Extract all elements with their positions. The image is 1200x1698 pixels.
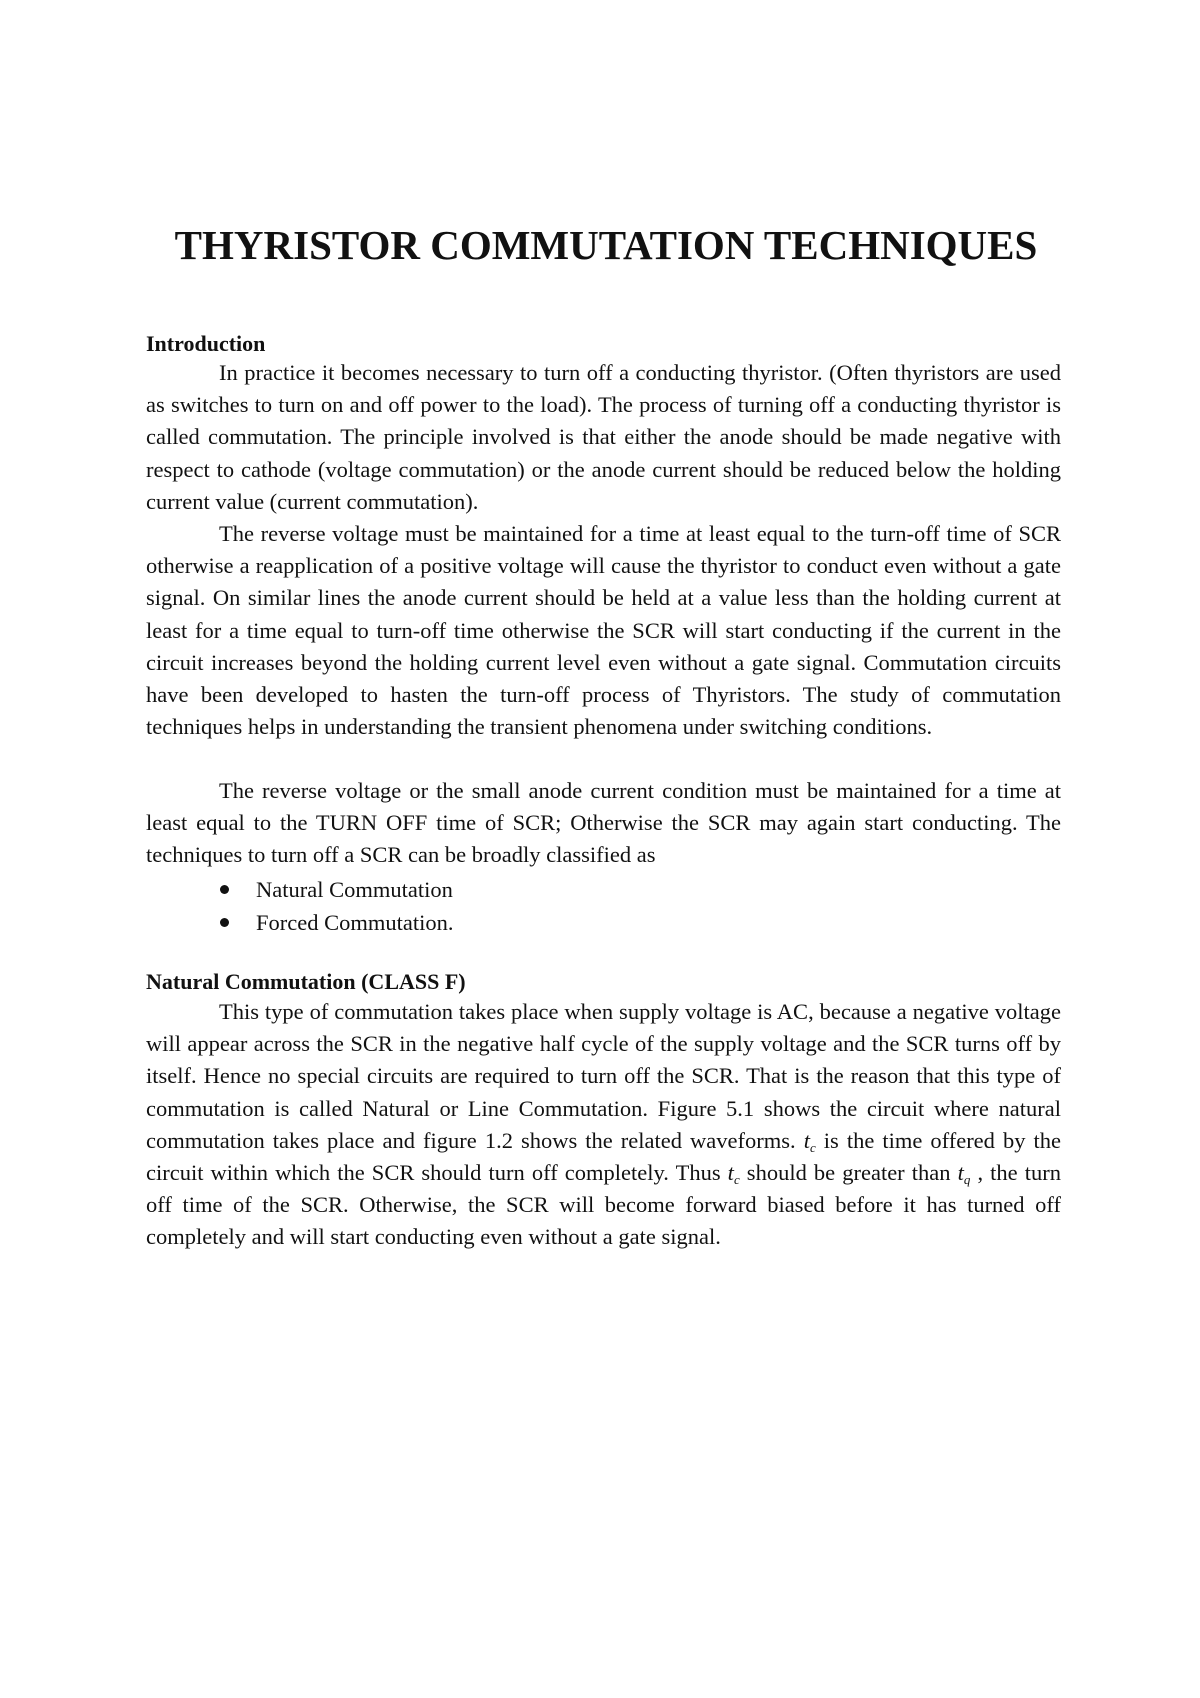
symbol-subscript: c bbox=[809, 1139, 816, 1155]
bullet-icon bbox=[220, 885, 229, 894]
list-item bbox=[146, 906, 453, 939]
symbol-base: t bbox=[727, 1160, 734, 1186]
paragraph-text: , the turn off time of the SCR. Otherwise, the SCR will become forward biased before it has turned off completely and will start conducting even without a gate signal. bbox=[146, 1160, 1061, 1250]
introduction-heading: Introduction bbox=[146, 331, 266, 356]
introduction-paragraph-1: In practice it becomes necessary to turn off a conducting thyristor. (Often thyristors are used as switches to turn on and off power to the load). The process of turning off a conducting thyristor is called commutation. The principle involved is that either the anode should be made negative with respect to cathode (voltage commutation) or the anode current should be reduced below the holding current value (current commutation). bbox=[146, 360, 1061, 514]
symbol-base: t bbox=[803, 1127, 810, 1153]
natural-commutation-heading: Natural Commutation (CLASS F) bbox=[146, 969, 466, 994]
paragraph-text: This type of commutation takes place when supply voltage is AC, because a negative voltage will appear across the SCR in the negative half cycle of the supply voltage and the SCR turns off by itself. Hence no special circuits are required to turn off the SCR. That is the reason that this type of commutation is called Natural or Line Commutation. Figure 5.1 shows the circuit where natural commutation takes place and figure 1.2 shows the related waveforms. bbox=[146, 999, 1061, 1153]
list-item-label: Natural Commutation bbox=[256, 877, 453, 902]
list-item-label: Forced Commutation. bbox=[256, 910, 454, 935]
tq-symbol bbox=[957, 1160, 971, 1188]
paragraph-text: should be greater than bbox=[739, 1160, 958, 1186]
introduction-paragraph-3: The reverse voltage or the small anode current condition must be maintained for a time at least equal to the TURN OFF time of SCR; Otherwise the SCR may again start conducting. The techniques to turn off a SCR can be broadly classified as bbox=[146, 778, 1061, 868]
bullet-icon bbox=[220, 918, 229, 927]
natural-commutation-paragraph bbox=[146, 996, 1061, 1254]
list-item bbox=[146, 873, 453, 906]
symbol-base: t bbox=[957, 1160, 964, 1186]
document-title: THYRISTOR COMMUTATION TECHNIQUES bbox=[174, 222, 1038, 268]
symbol-subscript: c bbox=[733, 1172, 740, 1188]
tc-symbol bbox=[804, 1128, 816, 1153]
symbol-subscript: q bbox=[963, 1172, 971, 1188]
introduction-paragraph-2: The reverse voltage must be maintained for a time at least equal to the turn-off time of SCR otherwise a reapplication of a positive voltage will cause the thyristor to conduct even without a gate signal. On similar lines the anode current should be held at a value less than the holding current at least for a time equal to turn-off time otherwise the SCR will start conducting if the current in the circuit increases beyond the holding current level even without a gate signal. Commutation circuits have been developed to hasten the turn-off process of Thyristors. The study of commutation techniques helps in understanding the transient phenomena under switching conditions. bbox=[146, 521, 1061, 740]
tc-symbol bbox=[727, 1160, 740, 1188]
paragraph-text: is the time offered by the circuit within which the SCR should turn off completely. Thus bbox=[146, 1127, 1061, 1186]
commutation-types-list bbox=[146, 873, 453, 939]
